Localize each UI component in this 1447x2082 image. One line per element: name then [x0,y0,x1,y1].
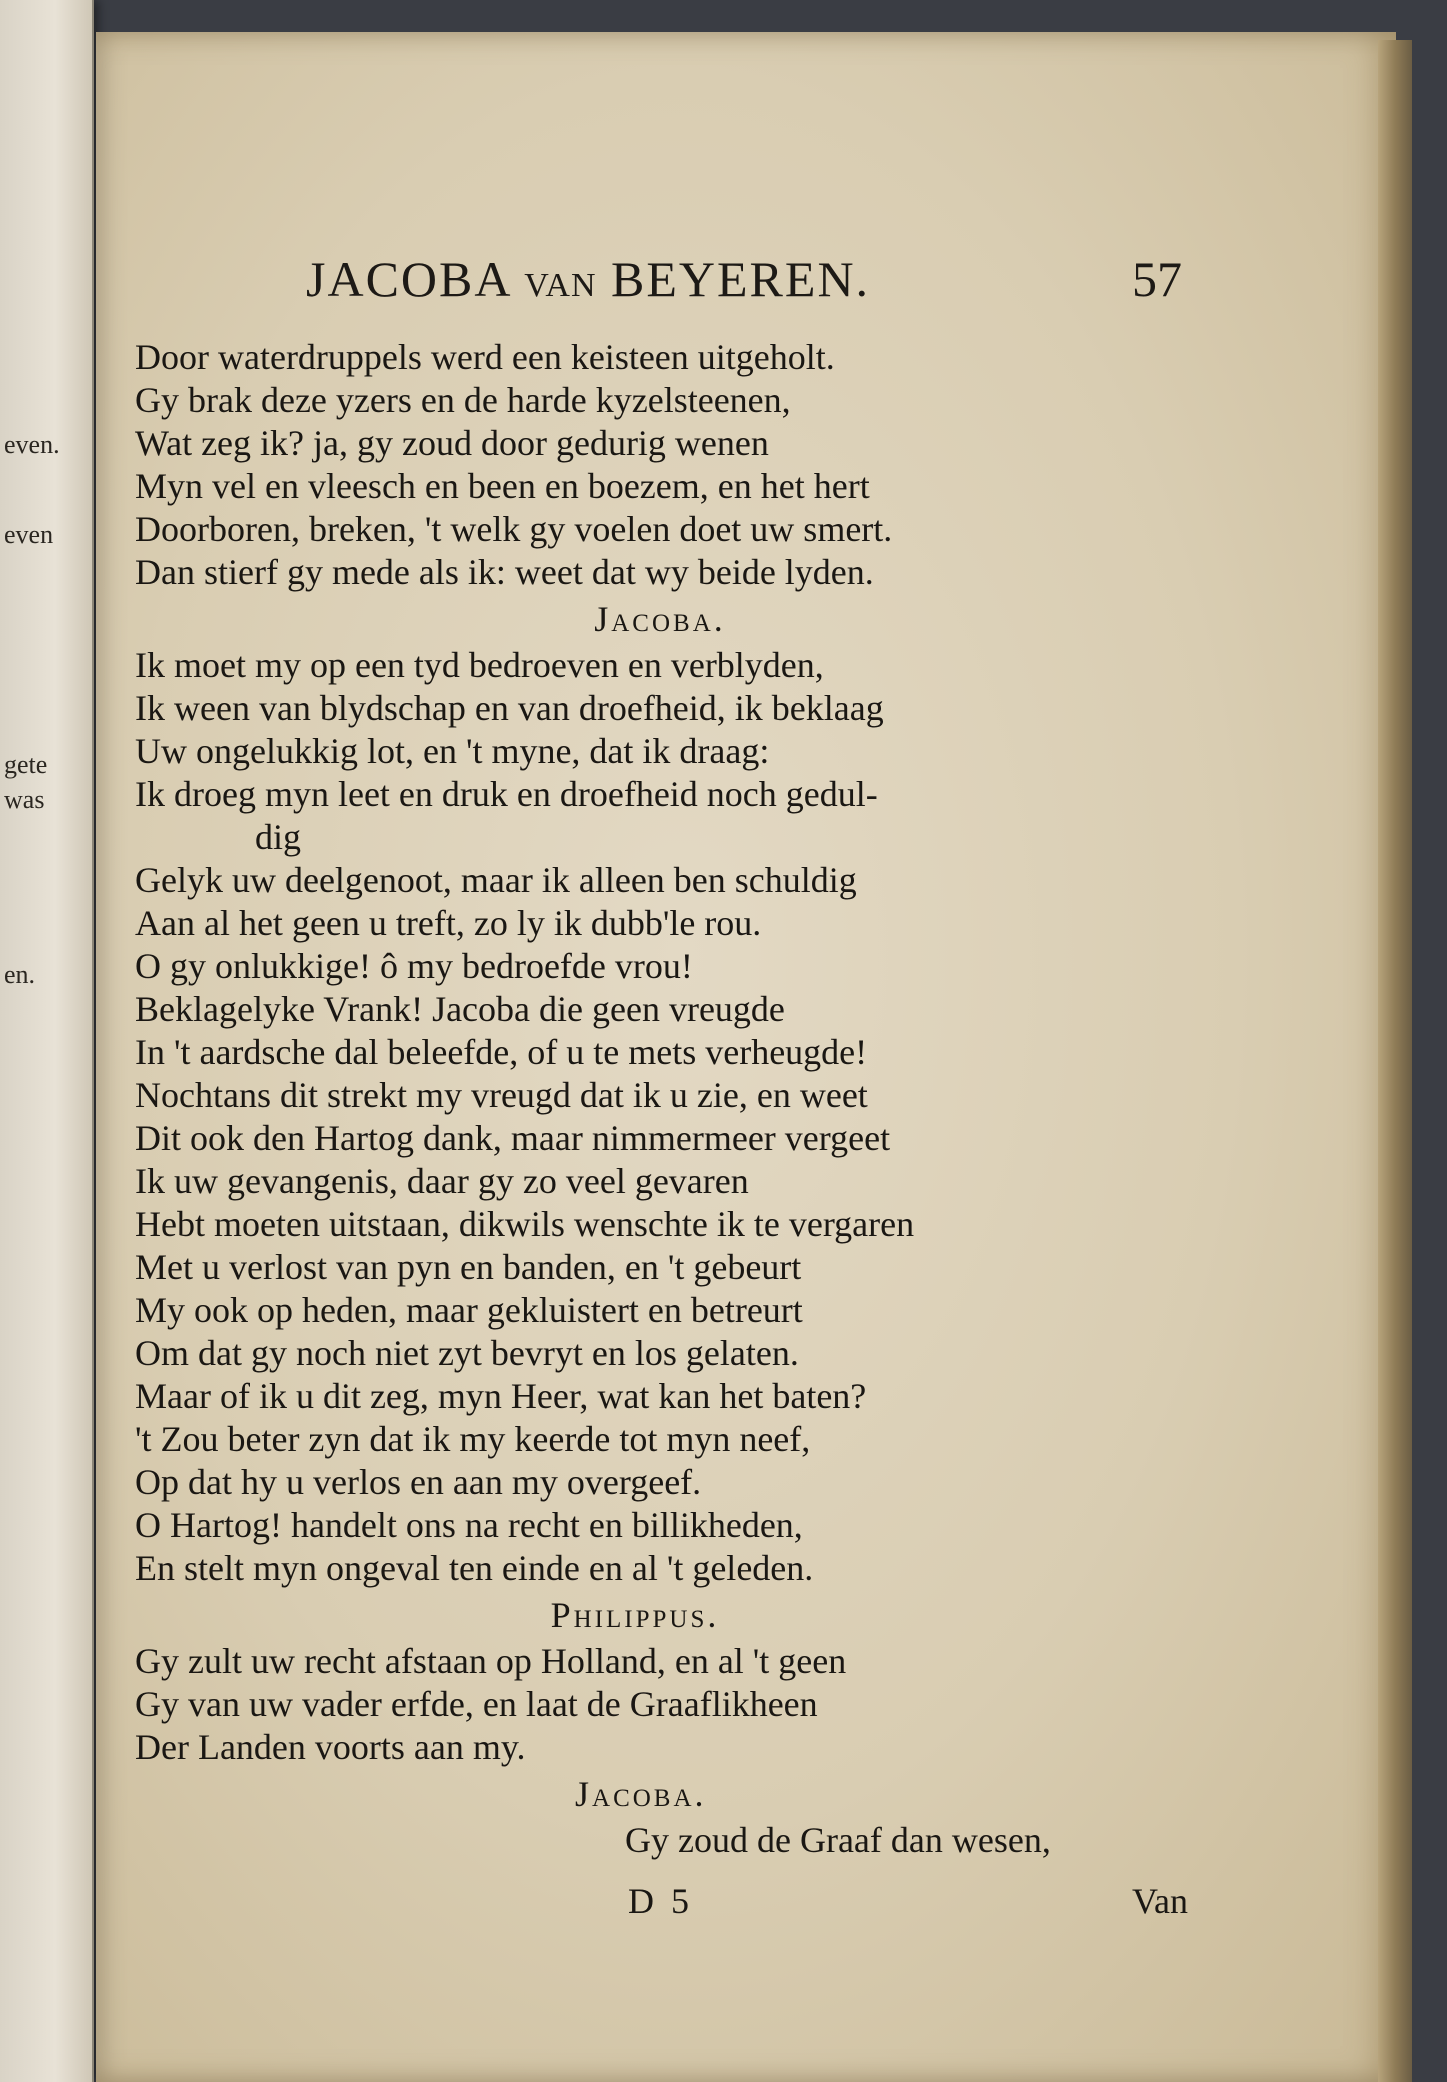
verse-line: Gy zoud de Graaf dan wesen, [625,1820,1051,1860]
verse-line: My ook op heden, maar gekluistert en betreurt [135,1290,803,1330]
verse-line: Aan al het geen u treft, zo ly ik dubb'le rou. [135,903,762,943]
verse-line: Maar of ik u dit zeg, myn Heer, wat kan het baten? [135,1376,867,1416]
verse-line: Ik uw gevangenis, daar gy zo veel gevaren [135,1161,749,1201]
verse-line: Door waterdruppels werd een keisteen uitgeholt. [135,337,835,377]
verse-line: O Hartog! handelt ons na recht en billikheden, [135,1505,803,1545]
verse-line: Beklagelyke Vrank! Jacoba die geen vreugde [135,989,785,1029]
verse-line: Doorboren, breken, 't welk gy voelen doet uw smert. [135,509,893,549]
verse-line: En stelt myn ongeval ten einde en al 't geleden. [135,1548,814,1588]
verse-line: 't Zou beter zyn dat ik my keerde tot myn neef, [135,1419,811,1459]
verse-line: Dan stierf gy mede als ik: weet dat wy beide lyden. [135,552,874,592]
running-title-part1: JACOBA [306,251,510,307]
verse-line: Ik ween van blydschap en van droefheid, ik beklaag [135,688,884,728]
verse-line: Ik droeg myn leet en druk en droefheid noch gedul- [135,774,878,814]
facing-page-fragment: en. [4,960,36,989]
signature-mark: D 5 [628,1881,693,1921]
verse-line: Dit ook den Hartog dank, maar nimmermeer vergeet [135,1118,891,1158]
verse-line: Myn vel en vleesch en been en boezem, en het hert [135,466,870,506]
page-fore-edge [1378,40,1412,2082]
running-title-part2: BEYEREN. [611,251,871,307]
facing-page-fragment: even. [4,430,60,459]
verse-line: Om dat gy noch niet zyt bevryt en los gelaten. [135,1333,799,1373]
page-number: 57 [1132,251,1182,307]
verse-line: In 't aardsche dal beleefde, of u te mets verheugde! [135,1032,868,1072]
verse-line: Uw ongelukkig lot, en 't myne, dat ik draag: [135,731,770,771]
facing-page-fragment: even [4,520,54,549]
verse-line: Hebt moeten uitstaan, dikwils wenschte ik te vergaren [135,1204,915,1244]
verse-line: O gy onlukkige! ô my bedroefde vrou! [135,946,693,986]
speaker-name: Jacoba. [594,599,726,639]
facing-page-edge [0,0,94,2082]
verse-line: Wat zeg ik? ja, gy zoud door gedurig wenen [135,423,769,463]
page-header [210,250,1210,310]
speaker-name: Jacoba. [575,1774,707,1814]
verse-line: Op dat hy u verlos en aan my overgeef. [135,1462,702,1502]
speaker-name: Philippus. [550,1595,720,1635]
verse-line: Der Landen voorts aan my. [135,1727,526,1767]
verse-line: Met u verlost van pyn en banden, en 't gebeurt [135,1247,802,1287]
verse-line: Gy van uw vader erfde, en laat de Graaflikheen [135,1684,818,1724]
facing-page-fragment: was [4,785,45,814]
verse-line: Gy brak deze yzers en de harde kyzelsteenen, [135,380,791,420]
facing-page-fragment: gete [4,750,48,779]
verse-line: Gy zult uw recht afstaan op Holland, en al 't geen [135,1641,847,1681]
verse-line: Gelyk uw deelgenoot, maar ik alleen ben schuldig [135,860,857,900]
verse-line: Ik moet my op een tyd bedroeven en verblyden, [135,645,824,685]
running-title-van: VAN [524,267,597,304]
page-footer [628,1880,1188,1930]
running-title [306,250,870,308]
verse-line-continuation: dig [255,817,302,857]
verse-line: Nochtans dit strekt my vreugd dat ik u zie, en weet [135,1075,868,1115]
verse-text [135,336,1285,1862]
catchword: Van [1132,1881,1188,1921]
